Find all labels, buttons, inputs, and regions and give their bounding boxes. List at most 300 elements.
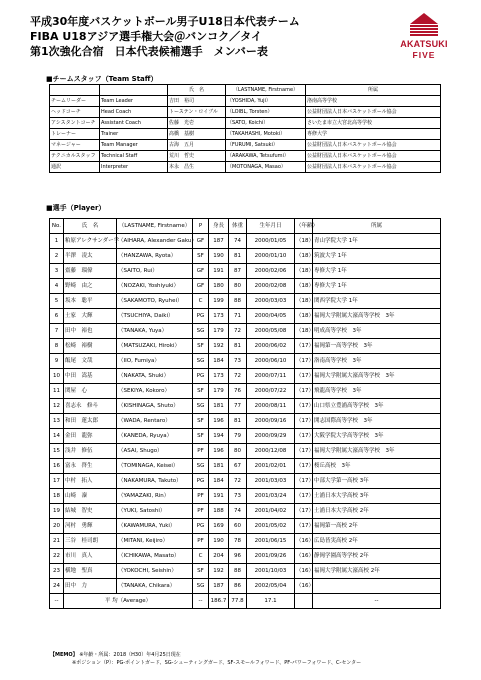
staff-role-en: Team Manager <box>100 140 168 151</box>
staff-row <box>50 151 441 162</box>
player-no: 9 <box>50 354 64 369</box>
player-dob: 2001/04/02 <box>247 504 295 519</box>
player-affiliation: 大阪学院大学高等学校 3年 <box>313 429 441 444</box>
player-age: （18） <box>295 234 313 249</box>
player-age: （17） <box>295 444 313 459</box>
player-affiliation: 中部大学第一高校 3年 <box>313 474 441 489</box>
player-position: PG <box>193 519 209 534</box>
player-no: 3 <box>50 264 64 279</box>
staff-role-ja: マネージャー <box>50 140 100 151</box>
players-header-height: 身長 <box>209 219 229 234</box>
player-row <box>50 339 441 354</box>
player-no: 21 <box>50 534 64 549</box>
player-weight: 88 <box>229 294 247 309</box>
player-height: 181 <box>209 399 229 414</box>
player-age: （17） <box>295 339 313 354</box>
staff-role-en: Head Coach <box>100 107 168 118</box>
player-roman: （SAKAMOTO, Ryuhei） <box>117 294 193 309</box>
player-name: 齋藤 瑠偉 <box>64 264 117 279</box>
player-weight: 77 <box>229 399 247 414</box>
staff-header-affiliation: 所属 <box>306 85 441 96</box>
player-name: 松崎 裕樹 <box>64 339 117 354</box>
staff-role-ja: 通訳 <box>50 162 100 173</box>
player-height: 181 <box>209 459 229 474</box>
player-height: 191 <box>209 489 229 504</box>
player-no: 23 <box>50 564 64 579</box>
player-age: （17） <box>295 429 313 444</box>
memo-line1: ※年齢・所属：2018（H30）年4月25日現在 <box>79 652 181 658</box>
player-name: 田中 力 <box>64 579 117 594</box>
player-dob: 2000/12/08 <box>247 444 295 459</box>
staff-name: 髙橋 基樹 <box>168 129 226 140</box>
player-affiliation: 福岡大学附属大濠高等学校 3年 <box>313 369 441 384</box>
player-row <box>50 444 441 459</box>
player-dob: 2000/04/05 <box>247 309 295 324</box>
player-no: 17 <box>50 474 64 489</box>
staff-header-row <box>50 85 441 96</box>
player-no: 20 <box>50 519 64 534</box>
player-affiliation: 福岡第一高等学校 3年 <box>313 339 441 354</box>
player-dob: 2001/10/03 <box>247 564 295 579</box>
player-height: 188 <box>209 504 229 519</box>
players-header-name: 氏 名 <box>64 219 117 234</box>
staff-row <box>50 96 441 107</box>
player-name: 横地 聖真 <box>64 564 117 579</box>
staff-name: 古海 五月 <box>168 140 226 151</box>
player-no: 12 <box>50 399 64 414</box>
staff-header-roman: （LASTNAME, Firstname） <box>226 85 306 96</box>
player-height: 196 <box>209 444 229 459</box>
player-no: 24 <box>50 579 64 594</box>
player-row <box>50 234 441 249</box>
player-roman: （WADA, Rentaro） <box>117 414 193 429</box>
average-affiliation: -- <box>313 594 441 609</box>
staff-name: 佐藤 光壱 <box>168 118 226 129</box>
player-weight: 72 <box>229 474 247 489</box>
players-table <box>49 218 441 609</box>
player-age: （17） <box>295 504 313 519</box>
player-weight: 74 <box>229 504 247 519</box>
player-row <box>50 564 441 579</box>
player-no: 16 <box>50 459 64 474</box>
player-weight: 67 <box>229 459 247 474</box>
staff-role-ja: トレーナー <box>50 129 100 140</box>
player-position: SF <box>193 564 209 579</box>
player-dob: 2000/09/16 <box>247 414 295 429</box>
players-average-row <box>50 594 441 609</box>
player-roman: （KISHINAGA, Shuto） <box>117 399 193 414</box>
player-no: 10 <box>50 369 64 384</box>
player-height: 180 <box>209 279 229 294</box>
player-name: 関屋 心 <box>64 384 117 399</box>
staff-role-en: Technical Staff <box>100 151 168 162</box>
player-roman: （MITANI, Keijiro） <box>117 534 193 549</box>
staff-name: 荒川 哲史 <box>168 151 226 162</box>
player-affiliation: 福岡大学附属大濠高校 2年 <box>313 564 441 579</box>
player-roman: （ICHIKAWA, Masato） <box>117 549 193 564</box>
player-row <box>50 459 441 474</box>
header-title-line1: 平成30年度バスケットボール男子U18日本代表チーム <box>30 15 300 28</box>
player-no: 5 <box>50 294 64 309</box>
player-position: C <box>193 549 209 564</box>
player-weight: 73 <box>229 354 247 369</box>
player-age: （17） <box>295 354 313 369</box>
player-affiliation: 山口県立豊浦高等学校 3年 <box>313 399 441 414</box>
players-header-roman: （LASTNAME, Firstname） <box>117 219 193 234</box>
staff-row <box>50 162 441 173</box>
staff-role-ja: チームリーダー <box>50 96 100 107</box>
player-age: （18） <box>295 294 313 309</box>
staff-affiliation: 公益財団法人日本バスケットボール協会 <box>306 140 441 151</box>
player-weight: 71 <box>229 309 247 324</box>
player-weight: 81 <box>229 339 247 354</box>
player-dob: 2001/09/26 <box>247 549 295 564</box>
player-weight: 72 <box>229 369 247 384</box>
staff-roman: （ARAKAWA, Tetsufumi） <box>226 151 306 162</box>
staff-affiliation: 専修大学 <box>306 129 441 140</box>
player-weight: 72 <box>229 324 247 339</box>
staff-role-ja: テクニカルスタッフ <box>50 151 100 162</box>
player-name: 市川 真人 <box>64 549 117 564</box>
average-age: 17.1 <box>247 594 295 609</box>
player-age: （18） <box>295 264 313 279</box>
player-position: PG <box>193 369 209 384</box>
player-no: 14 <box>50 429 64 444</box>
player-no: 22 <box>50 549 64 564</box>
player-weight: 80 <box>229 279 247 294</box>
player-roman: （YOKOCHI, Seishin） <box>117 564 193 579</box>
staff-roman: （YOSHIDA, Yuji） <box>226 96 306 107</box>
player-roman: （IIO, Fumiya） <box>117 354 193 369</box>
player-name: 野崎 由之 <box>64 279 117 294</box>
player-dob: 2000/03/03 <box>247 294 295 309</box>
player-age: （17） <box>295 414 313 429</box>
staff-role-en: Team Leader <box>100 96 168 107</box>
player-name: 飯尾 文哉 <box>64 354 117 369</box>
players-header-pos: P <box>193 219 209 234</box>
player-position: C <box>193 294 209 309</box>
player-row <box>50 399 441 414</box>
player-no: 11 <box>50 384 64 399</box>
player-dob: 2000/06/02 <box>247 339 295 354</box>
player-affiliation: 福岡第一高校 2年 <box>313 519 441 534</box>
player-no: 8 <box>50 339 64 354</box>
staff-name: 本永 昌生 <box>168 162 226 173</box>
player-age: （16） <box>295 534 313 549</box>
player-age: （16） <box>295 564 313 579</box>
player-name: 三谷 桂司朗 <box>64 534 117 549</box>
player-position: PG <box>193 309 209 324</box>
player-roman: （KAWAMURA, Yuki） <box>117 519 193 534</box>
players-header-age: （年齢） <box>295 219 313 234</box>
player-name: 金田 龍弥 <box>64 429 117 444</box>
player-affiliation: 洛南高等学校 3年 <box>313 354 441 369</box>
player-height: 187 <box>209 234 229 249</box>
player-age: （18） <box>295 309 313 324</box>
player-row <box>50 489 441 504</box>
player-dob: 2000/07/11 <box>247 369 295 384</box>
players-header-weight: 体重 <box>229 219 247 234</box>
player-name: 田中 裕也 <box>64 324 117 339</box>
memo-line2: ※ポジション（P）：PG-ポイントガード、SG-シューティングガード、SF-スモールフォワード、PF-パワーフォワード、C-センター <box>72 660 362 666</box>
average-pos: -- <box>193 594 209 609</box>
player-affiliation: 青山学院大学 1年 <box>313 234 441 249</box>
player-no: 18 <box>50 489 64 504</box>
player-height: 173 <box>209 309 229 324</box>
player-affiliation: 関西学院大学 1年 <box>313 294 441 309</box>
staff-row <box>50 107 441 118</box>
player-weight: 96 <box>229 549 247 564</box>
player-roman: （TSUCHIYA, Daiki） <box>117 309 193 324</box>
player-height: 191 <box>209 264 229 279</box>
player-dob: 2000/01/10 <box>247 249 295 264</box>
player-row <box>50 519 441 534</box>
staff-role-ja: ヘッドコーチ <box>50 107 100 118</box>
player-name: 浅井 修伍 <box>64 444 117 459</box>
player-dob: 2000/05/08 <box>247 324 295 339</box>
player-height: 184 <box>209 474 229 489</box>
player-position: SF <box>193 414 209 429</box>
player-age: （18） <box>295 324 313 339</box>
staff-affiliation: 公益財団法人日本バスケットボール協会 <box>306 162 441 173</box>
player-name: 河村 勇輝 <box>64 519 117 534</box>
player-affiliation: 筑波大学 1年 <box>313 249 441 264</box>
player-dob: 2001/06/15 <box>247 534 295 549</box>
player-row <box>50 294 441 309</box>
player-affiliation <box>313 579 441 594</box>
player-affiliation: 専修大学 1年 <box>313 264 441 279</box>
player-weight: 76 <box>229 384 247 399</box>
player-dob: 2000/07/22 <box>247 384 295 399</box>
player-dob: 2001/02/01 <box>247 459 295 474</box>
staff-roman: （LOIBL, Torsten） <box>226 107 306 118</box>
player-position: PF <box>193 504 209 519</box>
player-affiliation: 静岡学園高等学校 2年 <box>313 549 441 564</box>
player-row <box>50 579 441 594</box>
staff-role-en: Assistant Coach <box>100 118 168 129</box>
sunrise-mark-icon <box>404 12 444 38</box>
player-name: 半澤 凌太 <box>64 249 117 264</box>
player-name: 粕原アレクサンダー学 <box>64 234 117 249</box>
player-row <box>50 264 441 279</box>
player-weight: 87 <box>229 264 247 279</box>
staff-roman: （TAKAHASHI, Motoki） <box>226 129 306 140</box>
player-weight: 88 <box>229 564 247 579</box>
player-affiliation: 明成高等学校 3年 <box>313 324 441 339</box>
player-no: 19 <box>50 504 64 519</box>
player-age: （18） <box>295 279 313 294</box>
player-weight: 60 <box>229 519 247 534</box>
akatsuki-five-logo <box>392 12 456 66</box>
player-dob: 2001/03/03 <box>247 474 295 489</box>
player-position: SF <box>193 339 209 354</box>
staff-role-ja: アシスタントコーチ <box>50 118 100 129</box>
player-roman: （TANAKA, Yuya） <box>117 324 193 339</box>
staff-section-title: ■チームスタッフ（Team Staff） <box>46 75 158 83</box>
player-no: 4 <box>50 279 64 294</box>
staff-roman: （SATO, Koichi） <box>226 118 306 129</box>
player-roman: （ASAI, Shugo） <box>117 444 193 459</box>
player-roman: （TANAKA, Chikara） <box>117 579 193 594</box>
player-row <box>50 414 441 429</box>
player-row <box>50 369 441 384</box>
player-age: （16） <box>295 579 313 594</box>
player-affiliation: 開志国際高等学校 3年 <box>313 414 441 429</box>
staff-affiliation: 公益財団法人日本バスケットボール協会 <box>306 151 441 162</box>
player-weight: 74 <box>229 234 247 249</box>
player-height: 199 <box>209 294 229 309</box>
staff-affiliation: 洛南高等学校 <box>306 96 441 107</box>
staff-header-name: 氏 名 <box>168 85 226 96</box>
player-weight: 78 <box>229 534 247 549</box>
player-row <box>50 474 441 489</box>
player-position: SG <box>193 354 209 369</box>
staff-role-en: Interpreter <box>100 162 168 173</box>
player-position: SG <box>193 399 209 414</box>
logo-text-five: FIVE <box>412 50 436 60</box>
player-row <box>50 534 441 549</box>
player-roman: （KANEDA, Ryuya） <box>117 429 193 444</box>
player-height: 173 <box>209 369 229 384</box>
player-roman: （NAKAMURA, Takuto） <box>117 474 193 489</box>
average-empty <box>295 594 313 609</box>
players-section-title: ■選手（Player） <box>46 204 106 212</box>
player-position: SF <box>193 429 209 444</box>
player-weight: 79 <box>229 429 247 444</box>
player-weight: 73 <box>229 489 247 504</box>
player-dob: 2002/05/04 <box>247 579 295 594</box>
staff-row <box>50 129 441 140</box>
player-row <box>50 249 441 264</box>
player-age: （18） <box>295 249 313 264</box>
player-name: 和田 蓮太郎 <box>64 414 117 429</box>
staff-roman: （FURUMI, Satsuki） <box>226 140 306 151</box>
player-dob: 2001/05/02 <box>247 519 295 534</box>
player-age: （17） <box>295 399 313 414</box>
staff-header-role-ja <box>50 85 100 96</box>
player-roman: （TOMINAGA, Keisei） <box>117 459 193 474</box>
player-name: 富永 啓生 <box>64 459 117 474</box>
player-name: 坂本 聡平 <box>64 294 117 309</box>
player-dob: 2000/02/08 <box>247 279 295 294</box>
player-age: （17） <box>295 369 313 384</box>
player-no: 1 <box>50 234 64 249</box>
player-affiliation: 福岡大学附属大濠高等学校 3年 <box>313 444 441 459</box>
player-position: SG <box>193 324 209 339</box>
memo-block <box>50 651 361 667</box>
document-header <box>30 14 390 59</box>
player-roman: （NAKATA, Shuki） <box>117 369 193 384</box>
staff-roman: （MOTONAGA, Masao） <box>226 162 306 173</box>
staff-affiliation: さいたま市立大宮北高等学校 <box>306 118 441 129</box>
staff-header-role-en <box>100 85 168 96</box>
player-age: （17） <box>295 474 313 489</box>
player-position: GF <box>193 234 209 249</box>
player-dob: 2000/09/29 <box>247 429 295 444</box>
staff-table <box>49 84 441 173</box>
player-age: （17） <box>295 459 313 474</box>
player-name: 喜志永 修斗 <box>64 399 117 414</box>
players-header-dob: 生年月日 <box>247 219 295 234</box>
staff-affiliation: 公益財団法人日本バスケットボール協会 <box>306 107 441 118</box>
player-dob: 2000/02/06 <box>247 264 295 279</box>
player-height: 179 <box>209 384 229 399</box>
player-height: 187 <box>209 579 229 594</box>
player-position: SF <box>193 249 209 264</box>
player-affiliation: 専修大学 1年 <box>313 279 441 294</box>
player-height: 192 <box>209 564 229 579</box>
player-affiliation: 広島皆実高校 2年 <box>313 534 441 549</box>
player-position: SF <box>193 384 209 399</box>
player-affiliation: 福岡大学附属大濠高等学校 3年 <box>313 309 441 324</box>
player-position: SG <box>193 579 209 594</box>
player-roman: （YAMAZAKI, Rin） <box>117 489 193 504</box>
player-name: 中田 嵩基 <box>64 369 117 384</box>
player-weight: 86 <box>229 579 247 594</box>
player-name: 山崎 凜 <box>64 489 117 504</box>
staff-row <box>50 118 441 129</box>
player-age: （17） <box>295 384 313 399</box>
player-position: PF <box>193 489 209 504</box>
player-height: 184 <box>209 354 229 369</box>
player-height: 194 <box>209 429 229 444</box>
player-height: 196 <box>209 414 229 429</box>
player-roman: （HANZAWA, Ryota） <box>117 249 193 264</box>
player-height: 204 <box>209 549 229 564</box>
player-height: 169 <box>209 519 229 534</box>
player-row <box>50 504 441 519</box>
player-affiliation: 飛龍高等学校 3年 <box>313 384 441 399</box>
player-position: GF <box>193 264 209 279</box>
staff-role-en: Trainer <box>100 129 168 140</box>
players-header-row <box>50 219 441 234</box>
player-age: （16） <box>295 549 313 564</box>
player-no: 15 <box>50 444 64 459</box>
player-dob: 2000/01/05 <box>247 234 295 249</box>
logo-text-akatsuki: AKATSUKI <box>400 39 448 49</box>
player-row <box>50 549 441 564</box>
player-age: （17） <box>295 519 313 534</box>
player-row <box>50 429 441 444</box>
player-affiliation: 土浦日本大学高校 2年 <box>313 504 441 519</box>
header-title-line2: FIBA U18アジア選手権大会＠バンコク／タイ <box>30 30 262 43</box>
player-position: GF <box>193 279 209 294</box>
player-roman: （SEKIYA, Kokoro） <box>117 384 193 399</box>
average-height: 186.7 <box>209 594 229 609</box>
player-row <box>50 309 441 324</box>
player-position: PG <box>193 474 209 489</box>
player-roman: （SAITO, Rui） <box>117 264 193 279</box>
players-header-affiliation: 所属 <box>313 219 441 234</box>
staff-row <box>50 140 441 151</box>
player-position: PF <box>193 534 209 549</box>
player-name: 結城 智史 <box>64 504 117 519</box>
player-row <box>50 384 441 399</box>
player-position: SG <box>193 459 209 474</box>
average-weight: 77.8 <box>229 594 247 609</box>
player-name: 中村 拓人 <box>64 474 117 489</box>
player-dob: 2000/06/10 <box>247 354 295 369</box>
player-no: 6 <box>50 309 64 324</box>
player-roman: （YUKI, Satoshi） <box>117 504 193 519</box>
player-position: PF <box>193 444 209 459</box>
player-affiliation: 桜丘高校 3年 <box>313 459 441 474</box>
player-age: （17） <box>295 489 313 504</box>
player-dob: 2001/03/24 <box>247 489 295 504</box>
staff-name: 吉田 裕司 <box>168 96 226 107</box>
player-weight: 81 <box>229 414 247 429</box>
player-no: 2 <box>50 249 64 264</box>
